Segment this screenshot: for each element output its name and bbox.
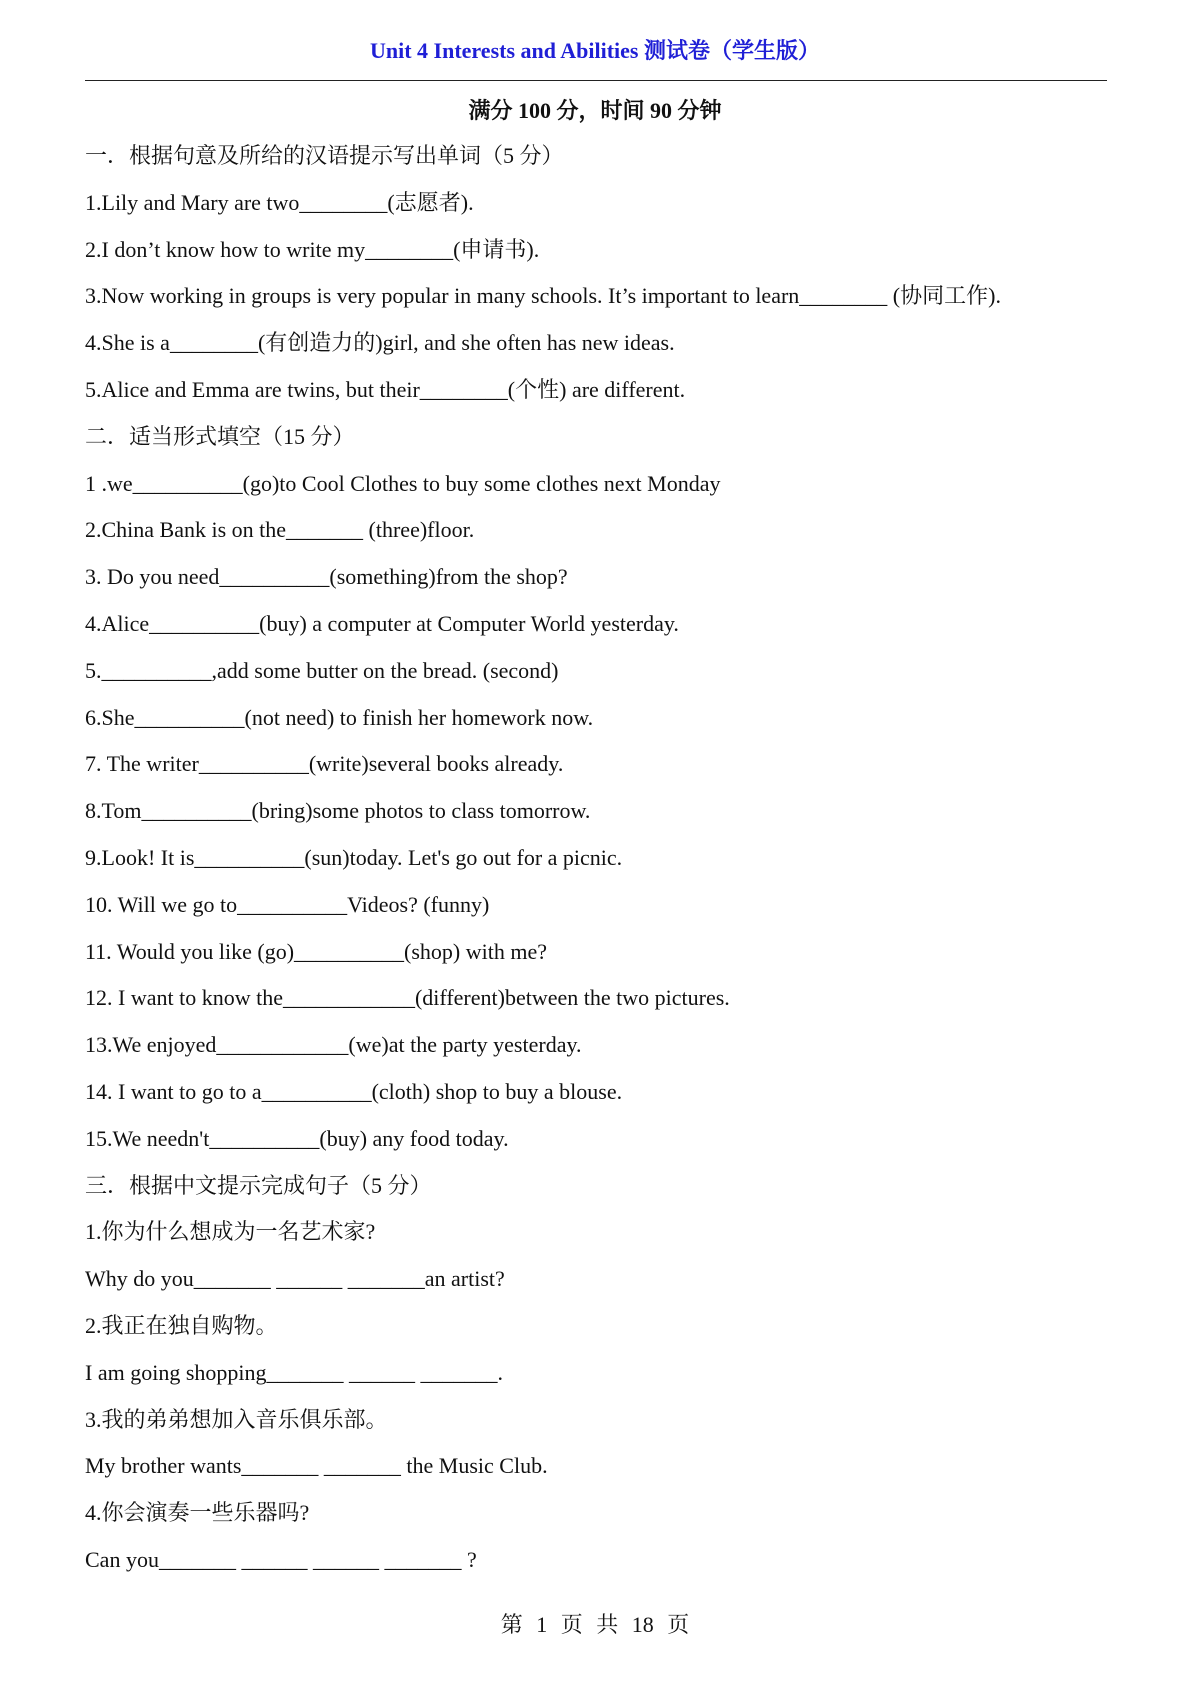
question-prompt: 4.你会演奏一些乐器吗? [85,1500,310,1526]
header-divider [85,80,1107,81]
question-line: 12. I want to know the____________(different)between the two pictures. [85,985,730,1011]
question-line: 15.We needn't__________(buy) any food today. [85,1125,509,1151]
exam-content [85,140,1125,1591]
question-line: 3.Now working in groups is very popular in many schools. It’s important to learn________ (协同工作). [85,283,1001,309]
page-footer: 第 1 页 共 18 页 [500,1612,690,1637]
question-line: 7. The writer__________(write)several books already. [85,751,564,777]
question-line: 1 .we__________(go)to Cool Clothes to buy some clothes next Monday [85,470,721,496]
question-line: 3. Do you need__________(something)from the shop? [85,564,568,590]
answer-line: Can you_______ ______ ______ _______ ? [85,1546,477,1572]
answer-line: I am going shopping_______ ______ _______. [85,1359,503,1385]
question-prompt: 3.我的弟弟想加入音乐俱乐部。 [85,1406,388,1432]
section-1-heading: 一．根据句意及所给的汉语提示写出单词（5 分） [85,143,564,168]
section-2-heading: 二．适当形式填空（15 分） [85,423,355,449]
answer-line: Why do you_______ ______ _______an artist? [85,1266,505,1292]
question-prompt: 1.你为什么想成为一名艺术家? [85,1219,376,1245]
question-line: 6.She__________(not need) to finish her homework now. [85,704,594,730]
exam-subtitle: 满分 100 分，时间 90 分钟 [468,98,722,123]
header-title: Unit 4 Interests and Abilities 测试卷（学生版） [369,38,820,63]
question-line: 4.She is a________(有创造力的)girl, and she often has new ideas. [85,330,675,356]
section-3-heading: 三．根据中文提示完成句子（5 分） [85,1172,432,1198]
question-line: 1.Lily and Mary are two________(志愿者). [85,189,474,215]
question-prompt: 2.我正在独自购物。 [85,1312,278,1338]
question-line: 5.Alice and Emma are twins, but their________(个性) are different. [85,376,686,402]
question-line: 2.I don’t know how to write my________(申请书). [85,236,540,262]
answer-line: My brother wants_______ _______ the Music Club. [85,1453,548,1479]
question-line: 9.Look! It is__________(sun)today. Let's go out for a picnic. [85,844,623,870]
question-line: 8.Tom__________(bring)some photos to class tomorrow. [85,798,591,824]
question-line: 11. Would you like (go)__________(shop) with me? [85,938,548,964]
question-line: 2.China Bank is on the_______ (three)floor. [85,517,475,543]
question-line: 14. I want to go to a__________(cloth) shop to buy a blouse. [85,1078,623,1104]
question-line: 10. Will we go to__________Videos? (funny) [85,891,490,917]
question-line: 5.__________,add some butter on the bread. (second) [85,657,559,683]
question-line: 13.We enjoyed____________(we)at the party yesterday. [85,1032,582,1058]
question-line: 4.Alice__________(buy) a computer at Computer World yesterday. [85,610,679,636]
